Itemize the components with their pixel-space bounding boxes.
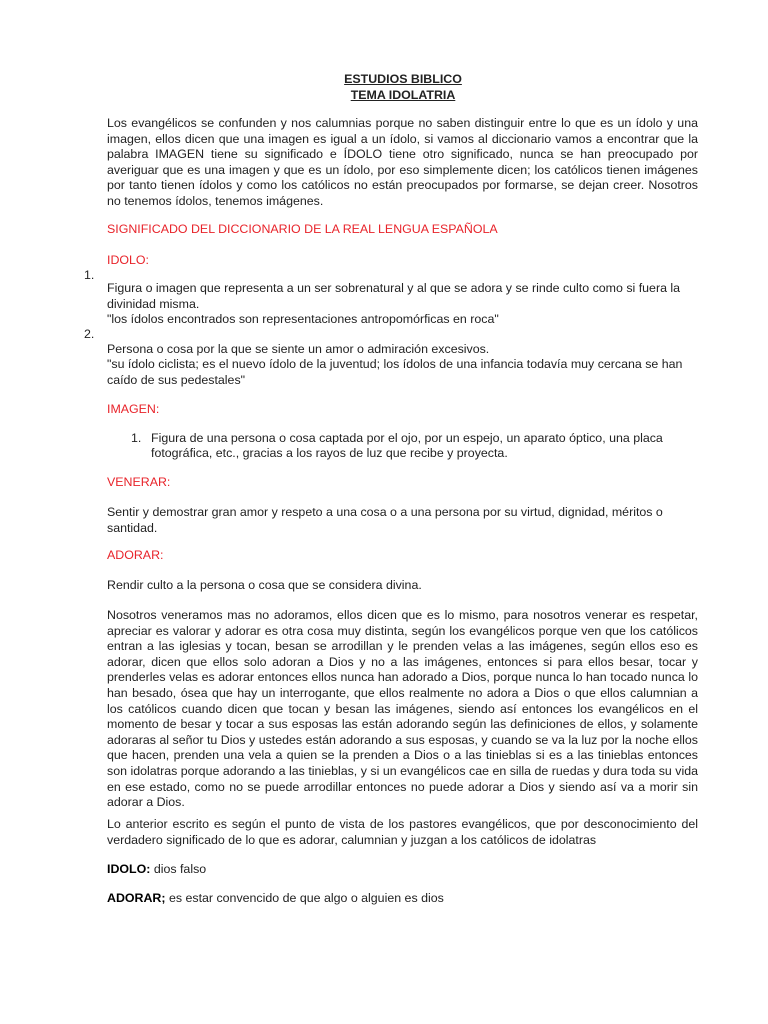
imagen-item-line-2: fotográfica, etc., gracias a los rayos de luz que recibe y proyecta. xyxy=(151,446,508,460)
idolo-item-1-number: 1. xyxy=(84,268,95,282)
idolo-item-2-number: 2. xyxy=(84,327,95,341)
dictionary-heading: SIGNIFICADO DEL DICCIONARIO DE LA REAL LENGUA ESPAÑOLA xyxy=(107,222,498,236)
summary-idolo-definition: dios falso xyxy=(150,862,207,876)
summary-adorar-definition: es estar convencido de que algo o alguien es dios xyxy=(165,891,444,905)
idolo-heading: IDOLO: xyxy=(107,253,149,267)
adorar-text: Rendir culto a la persona o cosa que se considera divina. xyxy=(107,578,422,592)
idolo-item-2-example: "su ídolo ciclista; es el nuevo ídolo de la juventud; los ídolos de una infancia todavía muy cercana se han caído de sus pedestales" xyxy=(107,357,683,387)
venerar-heading: VENERAR: xyxy=(107,475,171,489)
summary-adorar-term: ADORAR; xyxy=(107,891,166,905)
closing-paragraph: Lo anterior escrito es según el punto de vista de los pastores evangélicos, que por desconocimiento del verdadero significado de lo que es adorar, calumnian y juzgan a los católicos de idolatras xyxy=(107,817,698,847)
summary-adorar xyxy=(107,891,444,907)
imagen-item-line-1: Figura de una persona o cosa captada por el ojo, por un espejo, un aparato óptico, una placa xyxy=(151,431,663,445)
idolo-item-2-definition: Persona o cosa por la que se siente un amor o admiración excesivos. xyxy=(107,342,490,356)
venerar-text: Sentir y demostrar gran amor y respeto a una cosa o a una persona por su virtud, dignidad, méritos o santidad. xyxy=(107,505,663,535)
idolo-item-1-example: "los ídolos encontrados son representaciones antropomórficas en roca" xyxy=(107,312,499,326)
body-paragraph: Nosotros veneramos mas no adoramos, ellos dicen que es lo mismo, para nosotros venerar es respetar, apreciar es valorar y adorar es otra cosa muy distinta, según los evangélicos porque ven que los católicos entran a las iglesias y tocan, besan se arrodillan y le prenden velas a las imágenes, según ellos eso es adorar, dicen que ellos solo adoran a Dios y no a las imágenes, entonces si para ellos besar, tocar y prenderles velas es adorar entonces ellos nunca han adorado a Dios, porque nunca lo han tocado nunca lo han besado, ósea que hay un interrogante, que ellos realmente no adora a Dios o que ellos calumnian a los católicos cuando dicen que tocan y besan las imágenes, siendo así entonces los evangélicos en el momento de besar y tocar a sus esposas las están adorando según las definiciones de ellos, y solamente adoraras al señor tu Dios y ustedes están adorando a sus esposas, y cuando se va la luz por la noche ellos que hacen, prenden una vela a quien se la prenden a Dios o a las tinieblas si es a las tinieblas entonces son idolatras porque adorando a las tinieblas, y si un evangélicos cae en silla de ruedas y dura toda su vida en ese estado, como no se puede arrodillar entonces no puede adorar a Dios y siendo así va a morir sin adorar a Dios. xyxy=(107,608,698,810)
title-line-2: TEMA IDOLATRIA xyxy=(350,88,456,102)
intro-paragraph: Los evangélicos se confunden y nos calumnias porque no saben distinguir entre lo que es un ídolo y una imagen, ellos dicen que una imagen es igual a un ídolo, si vamos al diccionario vamos a encontrar que la palabra IMAGEN tiene su significado e ÍDOLO tiene otro significado, nunca se han preocupado por averiguar que es una imagen y que es un ídolo, por eso simplemente dicen; los católicos tienen imágenes por tanto tienen ídolos y como los católicos no están preocupados por formarse, se dejan creer. Nosotros no tenemos ídolos, tenemos imágenes. xyxy=(107,116,698,208)
imagen-heading: IMAGEN: xyxy=(107,402,160,416)
imagen-item-number: 1. xyxy=(131,431,142,445)
idolo-item-1-definition: Figura o imagen que representa a un ser sobrenatural y al que se adora y se rinde culto como si fuera la divinidad misma. xyxy=(107,281,681,311)
adorar-heading: ADORAR: xyxy=(107,548,164,562)
title-line-1: ESTUDIOS BIBLICO xyxy=(344,72,462,86)
summary-idolo xyxy=(107,862,206,878)
summary-idolo-term: IDOLO: xyxy=(107,862,151,876)
